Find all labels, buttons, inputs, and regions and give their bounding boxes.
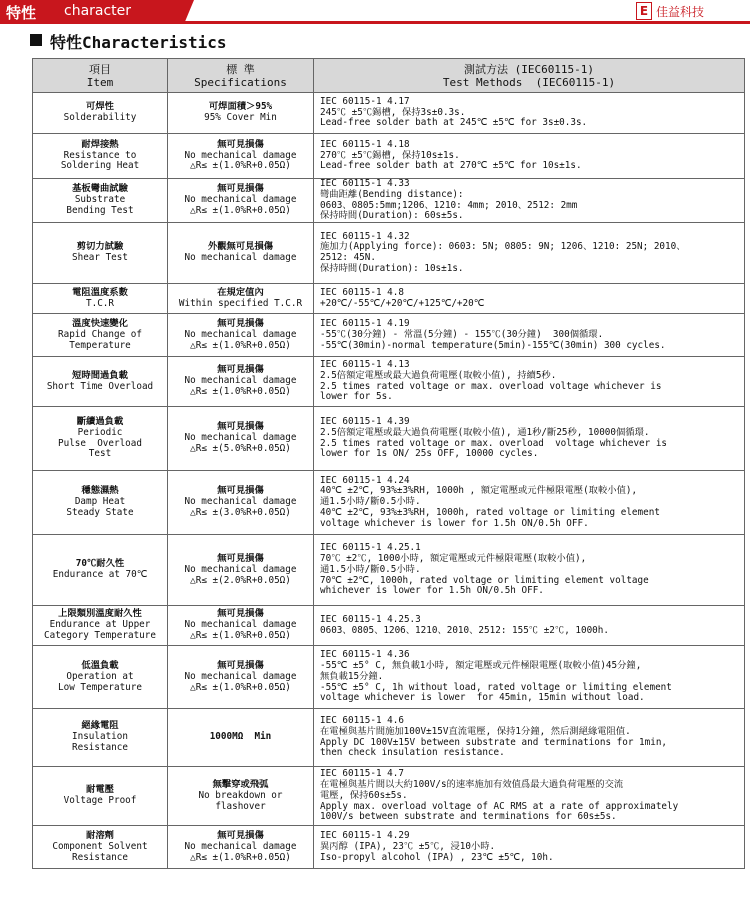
item-cell-line: Component Solvent (52, 840, 148, 852)
item-cell-line: Bending Test (66, 204, 134, 216)
item-cell-line: 短時間過負載 (72, 369, 128, 381)
item-cell-line: Resistance to (63, 149, 137, 161)
item-cell-line: Damp Heat (74, 496, 126, 508)
table-row (33, 471, 745, 535)
spec-cell-line: 在規定值內 (217, 286, 264, 298)
method-cell-line: -55℃ ±5° C, 1h without load, rated voltage or limiting element (320, 681, 672, 693)
spec-cell-line: No breakdown or (198, 789, 283, 801)
item-cell-line: Endurance at Upper (49, 619, 151, 631)
method-cell-line: IEC 60115-1 4.19 (320, 317, 410, 329)
method-cell-line: 通1.5小時/斷0.5小時. (320, 496, 421, 508)
item-cell-line: 絕緣電阻 (81, 720, 119, 732)
method-cell-line: -55℃(30分鐘) - 常溫(5分鐘) - 155℃(30分鐘) 300個循環. (320, 328, 604, 340)
method-cell-line: 保持時間(Duration): 60s±5s. (320, 210, 464, 222)
spec-cell-line: 無擊穿或飛弧 (212, 778, 269, 790)
method-cell-line: 電壓, 保持60s±5s. (320, 789, 408, 801)
method-cell-line: IEC 60115-1 4.25.3 (320, 613, 421, 625)
spec-cell (168, 134, 314, 179)
table-row (33, 223, 745, 284)
item-cell (33, 314, 168, 357)
item-cell-line: 耐溶劑 (86, 829, 114, 841)
column-header-line: Test Methods (IEC60115-1) (442, 75, 616, 89)
method-cell-line: 彎曲距離(Bending distance): (320, 188, 464, 200)
spec-cell-line: No mechanical damage (184, 149, 297, 161)
method-cell-line: 2.5倍額定電壓或最大過負荷電壓(取較小值), 通1秒/斷25秒, 10000個循環. (320, 426, 650, 438)
spec-cell-line: 無可見損傷 (217, 608, 264, 620)
spec-cell (168, 767, 314, 826)
company-logo (636, 2, 746, 20)
method-cell-line: lower for 5s. (320, 391, 393, 403)
spec-cell-line: △R≤ ±(1.0%R+0.05Ω) (190, 851, 291, 863)
method-cell-line: IEC 60115-1 4.32 (320, 230, 410, 242)
logo-icon: E (636, 2, 652, 20)
method-cell (314, 284, 745, 314)
item-cell-line: Low Temperature (58, 681, 142, 693)
method-cell-line: Apply max. overload voltage of AC RMS at a rate of approximately (320, 800, 679, 812)
spec-cell-line: No mechanical damage (184, 375, 297, 387)
method-cell-line: IEC 60115-1 4.18 (320, 138, 410, 150)
method-cell-line: voltage whichever is lower for 1.5h ON/0.5h OFF. (320, 517, 589, 529)
spec-cell-line: No mechanical damage (184, 496, 297, 508)
item-cell-line: Operation at (66, 670, 134, 682)
method-cell-line: 270℃ ±5℃錫槽, 保持10s±1s. (320, 149, 460, 161)
table-row (33, 826, 745, 869)
item-cell-line: Resistance (72, 851, 128, 863)
spec-cell-line: 無可見損傷 (217, 552, 264, 564)
spec-cell-line: 無可見損傷 (217, 138, 264, 150)
spec-cell (168, 646, 314, 709)
method-cell-line: 40℃ ±2℃, 93%±3%RH, 1000h, rated voltage or limiting element (320, 507, 660, 519)
method-cell-line: 無負載15分鐘. (320, 670, 384, 682)
item-cell-line: Periodic (77, 426, 123, 438)
spec-cell-line: 無可見損傷 (217, 364, 264, 376)
item-cell-line: Endurance at 70℃ (52, 569, 148, 581)
method-cell (314, 535, 745, 606)
method-cell-line: 施加力(Applying force): 0603: 5N; 0805: 9N; 1206、1210: 25N; 2010、 (320, 241, 686, 253)
method-cell-line: IEC 60115-1 4.39 (320, 416, 410, 428)
spec-cell (168, 314, 314, 357)
section-title: 特性Characteristics (50, 33, 227, 52)
method-cell-line: 2.5倍額定電壓或最大過負荷電壓(取較小值), 持續5秒. (320, 369, 557, 381)
method-cell-line: then check insulation resistance. (320, 747, 505, 759)
method-cell-line: lower for 1s ON/ 25s OFF, 10000 cycles. (320, 448, 539, 460)
item-cell (33, 407, 168, 471)
banner-rule (184, 21, 750, 24)
spec-cell-line: No mechanical damage (184, 619, 297, 631)
item-cell-line: 斷續過負載 (76, 416, 124, 428)
column-header (314, 59, 745, 93)
method-cell-line: IEC 60115-1 4.24 (320, 474, 410, 486)
method-cell-line: 在電極與基片間施加100V±15V直流電壓, 保持1分鐘, 然后測絕緣電阻值. (320, 725, 631, 737)
item-cell-line: Soldering Heat (60, 160, 140, 172)
method-cell-line: 40℃ ±2℃, 93%±3%RH, 1000h , 額定電壓或元件極限電壓(取較小值), (320, 485, 638, 497)
item-cell-line: Substrate (74, 194, 126, 206)
method-cell-line: 異丙醇 (IPA), 23℃ ±5℃, 浸10小時. (320, 840, 496, 852)
item-cell-line: Shear Test (72, 252, 128, 264)
item-cell-line: 可焊性 (86, 101, 114, 113)
column-header-line: Item (86, 75, 114, 89)
column-header-line: 標 準 (226, 62, 255, 76)
table-row (33, 407, 745, 471)
spec-cell (168, 407, 314, 471)
item-cell-line: Temperature (69, 339, 131, 351)
spec-cell-line: No mechanical damage (184, 670, 297, 682)
method-cell (314, 93, 745, 134)
item-cell-line: Category Temperature (44, 630, 156, 642)
item-cell-line: Solderability (63, 112, 137, 123)
spec-cell-line: △R≤ ±(1.0%R+0.05Ω) (190, 630, 291, 642)
method-cell-line: 100V/s between substrate and terminations for 60s±5s. (320, 811, 617, 823)
item-cell (33, 134, 168, 179)
table-row (33, 535, 745, 606)
table-row (33, 179, 745, 223)
item-cell-line: 耐電壓 (86, 784, 114, 796)
method-cell-line: Lead-free solder bath at 270℃ ±5℃ for 10s±1s. (320, 160, 582, 172)
item-cell-line: 基板彎曲試驗 (72, 183, 128, 195)
column-header (168, 59, 314, 93)
table-row (33, 134, 745, 179)
method-cell (314, 179, 745, 223)
banner-title-zh: 特性 (6, 4, 37, 22)
characteristics-table (32, 58, 745, 869)
item-cell (33, 223, 168, 284)
spec-cell-line: 95% Cover Min (204, 112, 277, 123)
spec-cell-line: No mechanical damage (184, 194, 297, 206)
item-cell (33, 179, 168, 223)
spec-cell (168, 826, 314, 869)
spec-cell-line: △R≤ ±(1.0%R+0.05Ω) (190, 339, 291, 351)
method-cell-line: 2.5 times rated voltage or max. overload voltage whichever is (320, 380, 662, 392)
method-cell-line: IEC 60115-1 4.36 (320, 649, 410, 661)
spec-cell (168, 357, 314, 407)
spec-cell-line: Within specified T.C.R (178, 297, 303, 309)
table-row (33, 606, 745, 646)
method-cell (314, 223, 745, 284)
spec-cell-line: 無可見損傷 (217, 183, 264, 195)
method-cell-line: Apply DC 100V±15V between substrate and terminations for 1min, (320, 736, 668, 748)
spec-cell-line: △R≤ ±(2.0%R+0.05Ω) (190, 574, 291, 586)
method-cell-line: -55℃ ±5° C, 無負載1小時, 額定電壓或元件極限電壓(取較小值)45分鐘, (320, 659, 642, 671)
spec-cell-line: No mechanical damage (184, 328, 297, 340)
item-cell (33, 709, 168, 767)
item-cell-line: 上限類別溫度耐久性 (58, 608, 142, 620)
spec-cell-line: No mechanical damage (184, 563, 297, 575)
spec-cell-line: 無可見損傷 (217, 317, 264, 329)
method-cell (314, 314, 745, 357)
method-cell-line: IEC 60115-1 4.25.1 (320, 542, 421, 554)
item-cell-line: 低溫負載 (81, 659, 119, 671)
top-banner (0, 0, 750, 24)
method-cell-line: 2512: 45N. (320, 252, 376, 264)
spec-cell-line: 無可見損傷 (217, 829, 264, 841)
spec-cell (168, 471, 314, 535)
table-row (33, 93, 745, 134)
method-cell-line: IEC 60115-1 4.13 (320, 359, 410, 371)
method-cell (314, 357, 745, 407)
spec-cell-line: △R≤ ±(3.0%R+0.05Ω) (190, 507, 291, 519)
spec-cell-line: flashover (215, 800, 266, 812)
method-cell-line: 在電極與基片間以大約100V/s的速率施加有效值爲最大過負荷電壓的交流 (320, 778, 624, 790)
method-cell (314, 767, 745, 826)
spec-cell (168, 709, 314, 767)
method-cell-line: 0603、0805:5mm;1206、1210: 4mm; 2010、2512: 2mm (320, 199, 578, 211)
method-cell-line: +20℃/-55℃/+20℃/+125℃/+20℃ (320, 297, 485, 309)
method-cell-line: 0603、0805、1206、1210、2010、2512: 155℃ ±2℃, 1000h. (320, 624, 609, 636)
spec-cell-line: 無可見損傷 (217, 421, 264, 433)
method-cell-line: Iso-propyl alcohol (IPA) , 23℃ ±5℃, 10h. (320, 851, 554, 863)
spec-cell-line: No mechanical damage (184, 252, 297, 264)
spec-cell-line: 外觀無可見損傷 (207, 241, 274, 253)
item-cell-line: Resistance (72, 742, 128, 754)
item-cell-line: Pulse Overload (58, 437, 142, 449)
spec-cell-line: No mechanical damage (184, 840, 297, 852)
method-cell (314, 709, 745, 767)
table-row (33, 767, 745, 826)
spec-cell-line: 無可見損傷 (217, 485, 264, 497)
spec-cell-line: △R≤ ±(1.0%R+0.05Ω) (190, 681, 291, 693)
method-cell-line: 70℃ ±2℃, 1000h, rated voltage or limiting element voltage (320, 574, 649, 586)
item-cell (33, 646, 168, 709)
method-cell-line: 通1.5小時/斷0.5小時. (320, 563, 421, 575)
column-header (33, 59, 168, 93)
spec-cell-line: 1000MΩ Min (209, 731, 272, 743)
item-cell-line: Insulation (72, 731, 128, 743)
item-cell-line: 電阻溫度系數 (72, 286, 128, 298)
item-cell-line: Short Time Overload (46, 380, 154, 392)
spec-cell-line: △R≤ ±(1.0%R+0.05Ω) (190, 204, 291, 216)
spec-cell-line: No mechanical damage (184, 432, 297, 444)
spec-cell (168, 606, 314, 646)
method-cell-line: 245℃ ±5℃錫槽, 保持3s±0.3s. (320, 106, 466, 118)
item-cell-line: 耐焊接熱 (81, 138, 119, 150)
item-cell-line: 剪切力試驗 (76, 241, 124, 253)
method-cell-line: 保持時間(Duration): 10s±1s. (320, 262, 464, 274)
spec-cell-line: 可焊面積＞95% (208, 101, 273, 113)
item-cell-line: Test (88, 448, 112, 460)
spec-cell-line: 無可見損傷 (217, 659, 264, 671)
method-cell-line: IEC 60115-1 4.17 (320, 95, 410, 107)
method-cell-line: voltage whichever is lower for 45min, 15min without load. (320, 692, 645, 704)
method-cell-line: IEC 60115-1 4.7 (320, 768, 404, 780)
method-cell (314, 407, 745, 471)
method-cell-line: IEC 60115-1 4.8 (320, 286, 404, 298)
method-cell (314, 134, 745, 179)
item-cell (33, 826, 168, 869)
spec-cell (168, 535, 314, 606)
item-cell-line: 70℃耐久性 (75, 558, 125, 570)
method-cell-line: IEC 60115-1 4.6 (320, 715, 404, 727)
spec-cell-line: △R≤ ±(1.0%R+0.05Ω) (190, 160, 291, 172)
method-cell (314, 826, 745, 869)
spec-cell (168, 284, 314, 314)
item-cell (33, 284, 168, 314)
column-header-line: 測試方法 (IEC60115-1) (463, 62, 595, 76)
spec-cell (168, 93, 314, 134)
method-cell-line: whichever is lower for 1.5h ON/0.5h OFF. (320, 585, 544, 597)
item-cell (33, 93, 168, 134)
banner-title-en: character (64, 3, 132, 19)
method-cell-line: 70℃ ±2℃, 1000小時, 額定電壓或元件極限電壓(取較小值), (320, 552, 587, 564)
method-cell-line: IEC 60115-1 4.29 (320, 829, 410, 841)
spec-cell (168, 179, 314, 223)
spec-cell (168, 223, 314, 284)
table-row (33, 357, 745, 407)
method-cell-line: Lead-free solder bath at 245℃ ±5℃ for 3s±0.3s. (320, 117, 588, 129)
method-cell-line: -55℃(30min)-normal temperature(5min)-155℃(30min) 300 cycles. (320, 339, 666, 351)
item-cell-line: 穩態濕熱 (81, 485, 119, 497)
column-header-line: Specifications (194, 75, 287, 89)
method-cell-line: 2.5 times rated voltage or max. overload voltage whichever is (320, 437, 668, 449)
method-cell-line: IEC 60115-1 4.33 (320, 178, 410, 189)
square-bullet-icon (30, 34, 42, 46)
item-cell (33, 606, 168, 646)
item-cell (33, 471, 168, 535)
spec-cell-line: △R≤ ±(1.0%R+0.05Ω) (190, 386, 291, 398)
item-cell-line: Voltage Proof (63, 795, 137, 807)
item-cell-line: 溫度快速變化 (72, 317, 128, 329)
table-row (33, 709, 745, 767)
item-cell-line: Steady State (66, 507, 134, 519)
table-row (33, 646, 745, 709)
spec-cell-line: △R≤ ±(5.0%R+0.05Ω) (190, 443, 291, 455)
item-cell (33, 767, 168, 826)
column-header-line: 項目 (89, 62, 111, 76)
table-row (33, 284, 745, 314)
item-cell-line: T.C.R (86, 297, 114, 309)
method-cell (314, 646, 745, 709)
banner-tab (0, 0, 184, 24)
item-cell (33, 357, 168, 407)
method-cell (314, 606, 745, 646)
table-header-row (33, 59, 745, 93)
item-cell (33, 535, 168, 606)
table-row (33, 314, 745, 357)
item-cell-line: Rapid Change of (58, 328, 142, 340)
logo-text: 佳益科技 (656, 5, 705, 19)
method-cell (314, 471, 745, 535)
